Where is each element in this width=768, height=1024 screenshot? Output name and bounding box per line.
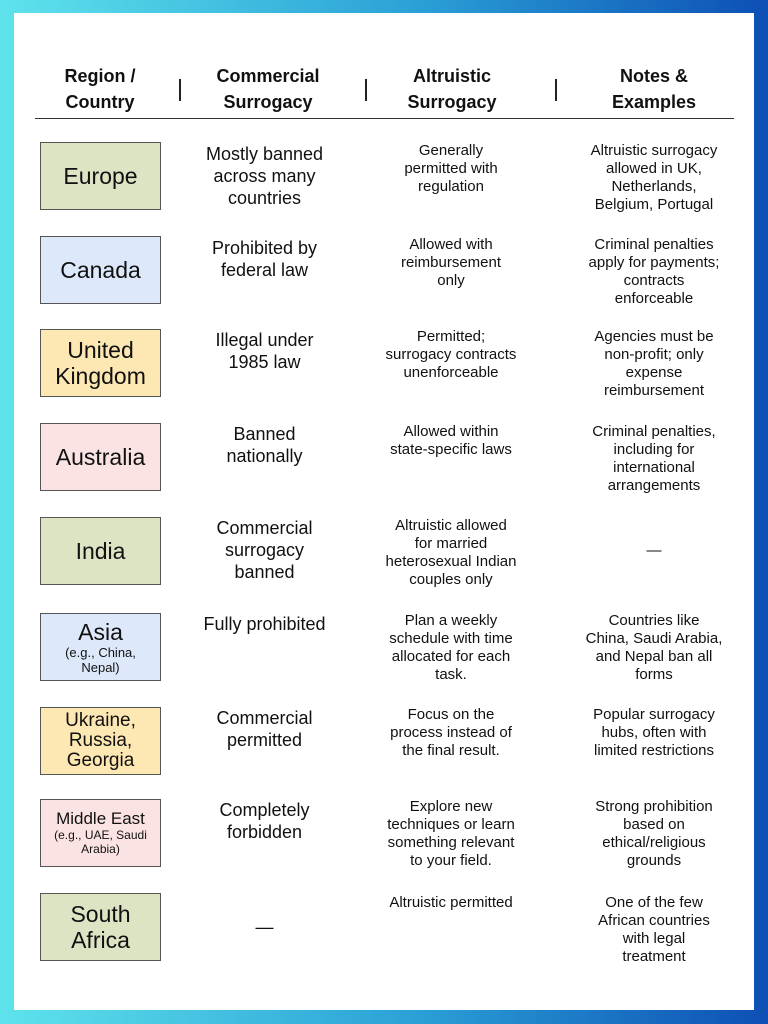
header-notes: Notes & Examples: [611, 66, 697, 112]
notes-cell: Agencies must be non-profit; only expense reimbursement: [594, 328, 714, 399]
commercial-cell: Completely forbidden: [219, 800, 310, 842]
altruistic-cell: Explore new techniques or learn something relevant to your field.: [387, 798, 515, 869]
region-box-united-kingdom: [40, 329, 161, 397]
notes-cell: One of the few African countries with legal treatment: [598, 894, 710, 965]
table-row: [14, 423, 754, 503]
notes-cell: —: [646, 542, 662, 559]
region-box-india: [40, 517, 161, 585]
table-row: [14, 799, 754, 879]
region-label: Middle East: [56, 809, 145, 828]
region-examples: (e.g., UAE, Saudi Arabia): [54, 828, 147, 856]
table-row: [14, 329, 754, 409]
altruistic-cell: Focus on the process instead of the final result.: [390, 706, 512, 759]
commercial-cell: Mostly banned across many countries: [205, 144, 324, 208]
region-label: South Africa: [70, 901, 131, 953]
notes-cell: Criminal penalties, including for international arrangements: [592, 423, 716, 494]
commercial-cell: —: [255, 917, 274, 937]
region-box-europe: [40, 142, 161, 210]
notes-cell: Criminal penalties apply for payments; contracts enforceable: [588, 236, 720, 307]
header-altruistic: Altruistic Surrogacy: [407, 66, 497, 112]
table-row: [14, 517, 754, 597]
commercial-cell: Prohibited by federal law: [211, 238, 318, 280]
altruistic-cell: Plan a weekly schedule with time allocated for each task.: [389, 612, 513, 683]
altruistic-cell: Altruistic permitted: [389, 894, 513, 911]
region-box-australia: [40, 423, 161, 491]
region-label: India: [75, 538, 126, 564]
header-separator: [365, 79, 367, 101]
region-label: Asia: [78, 619, 123, 645]
notes-cell: Altruistic surrogacy allowed in UK, Netherlands, Belgium, Portugal: [590, 142, 718, 213]
notes-cell: Countries like China, Saudi Arabia, and Nepal ban all forms: [585, 612, 723, 683]
altruistic-cell: Generally permitted with regulation: [404, 142, 498, 195]
header-divider: [35, 118, 734, 119]
table-row: [14, 707, 754, 787]
table-row: [14, 893, 754, 973]
region-label: Australia: [55, 444, 146, 470]
region-box-asia: [40, 613, 161, 681]
table-row: [14, 142, 754, 222]
commercial-cell: Banned nationally: [226, 424, 303, 466]
region-label: Canada: [60, 257, 141, 283]
commercial-cell: Commercial permitted: [216, 708, 313, 750]
header-region: Region / Country: [64, 66, 136, 112]
commercial-cell: Illegal under 1985 law: [215, 330, 314, 372]
header-separator: [179, 79, 181, 101]
region-box-ukraine-russia-georgia: [40, 707, 161, 775]
table-row: [14, 613, 754, 693]
altruistic-cell: Altruistic allowed for married heterosexual Indian couples only: [385, 517, 517, 588]
commercial-cell: Fully prohibited: [203, 614, 326, 634]
notes-cell: Popular surrogacy hubs, often with limited restrictions: [593, 706, 715, 759]
altruistic-cell: Allowed with reimbursement only: [400, 236, 502, 289]
region-examples: (e.g., China, Nepal): [65, 645, 136, 675]
notes-cell: Strong prohibition based on ethical/religious grounds: [595, 798, 713, 869]
comparison-card: [14, 13, 754, 1010]
region-box-south-africa: [40, 893, 161, 961]
region-box-canada: [40, 236, 161, 304]
header-separator: [555, 79, 557, 101]
altruistic-cell: Allowed within state-specific laws: [390, 423, 512, 458]
header-commercial: Commercial Surrogacy: [216, 66, 320, 112]
region-box-middle-east: [40, 799, 161, 867]
commercial-cell: Commercial surrogacy banned: [216, 518, 313, 582]
region-label: Europe: [63, 163, 138, 189]
region-label: Ukraine, Russia, Georgia: [65, 710, 136, 771]
altruistic-cell: Permitted; surrogacy contracts unenforceable: [385, 328, 517, 381]
table-row: [14, 236, 754, 316]
region-label: United Kingdom: [55, 337, 146, 389]
